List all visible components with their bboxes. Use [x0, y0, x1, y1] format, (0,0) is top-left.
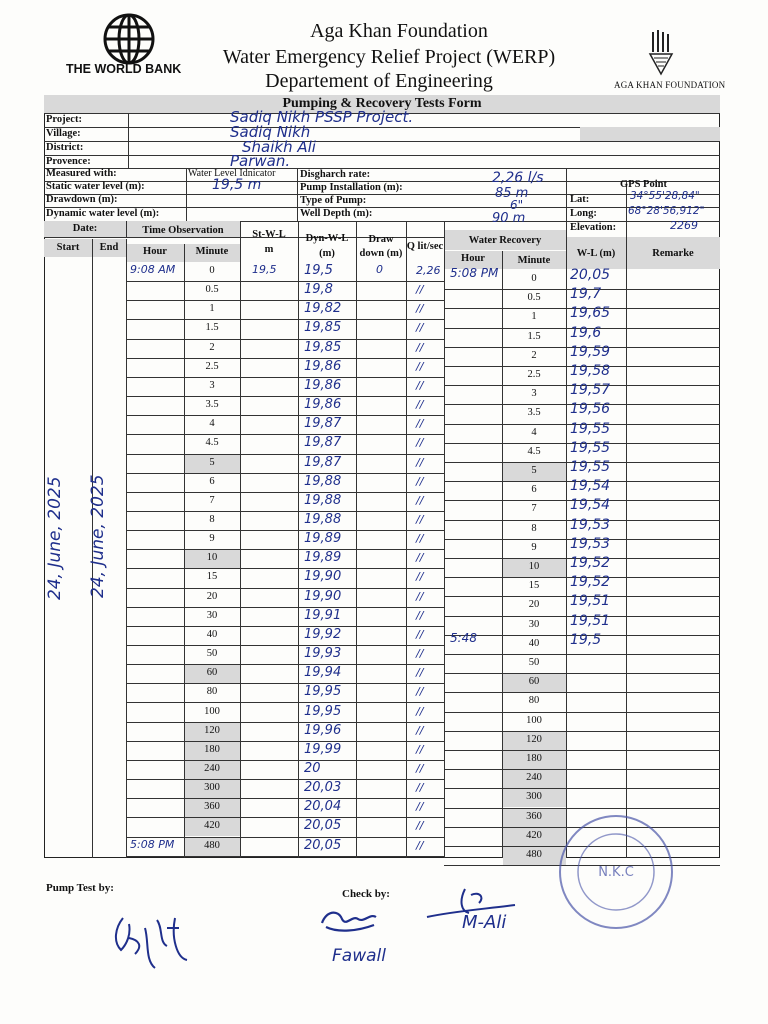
project-label: Project: [46, 114, 82, 125]
table-row-recovery-minute: 1 [531, 311, 537, 323]
wl-header: W-L (m) [576, 248, 616, 259]
column-divider [356, 262, 357, 858]
table-row-minute: 5 [209, 456, 215, 468]
table-row-wl: 20,05 [570, 267, 611, 283]
column-divider [444, 262, 445, 858]
table-row-recovery-minute: 2 [531, 349, 537, 361]
village-label: Village: [46, 128, 81, 139]
dynwl-unit: (m) [319, 248, 335, 259]
table-row-drawdown: 0 [376, 263, 383, 276]
table-row-q: // [416, 398, 424, 411]
table-row-q: // [416, 321, 424, 335]
column-divider [240, 262, 241, 858]
table-row-recovery-minute: 360 [526, 810, 542, 822]
gps-label: GPS Point [620, 179, 667, 190]
table-row-recovery-minute: 4.5 [527, 445, 541, 457]
row-divider [444, 769, 720, 770]
row-divider [126, 396, 444, 397]
table-row-recovery-minute: 7 [531, 503, 537, 515]
table-row-q: // [416, 283, 424, 297]
table-row-minute: 0.5 [205, 284, 219, 296]
table-row-wl: 19,54 [570, 497, 611, 514]
drawdown-label: Drawdown (m): [46, 194, 118, 205]
row-divider [126, 626, 444, 627]
table-row-minute: 8 [209, 514, 215, 525]
table-row-wl: 19,5 [570, 631, 602, 648]
table-row-q: // [416, 340, 424, 354]
static-label: Static water level (m): [46, 181, 145, 192]
table-row-q: // [416, 570, 424, 584]
row-divider [126, 300, 444, 301]
project-value: Sadiq Nikh PSSP Project. [230, 108, 414, 126]
row-divider [126, 281, 444, 282]
well-depth-label: Well Depth (m): [300, 208, 373, 219]
table-row-wl: 19,55 [570, 459, 611, 475]
table-row-recovery-minute: 100 [526, 714, 542, 726]
table-row-q: 2,26 [416, 264, 441, 277]
table-row-dynwl: 19,93 [304, 646, 342, 661]
table-row-recovery-minute: 3.5 [527, 407, 541, 419]
table-row-recovery-minute: 0.5 [527, 292, 541, 304]
table-row-q: // [416, 359, 424, 373]
table-row-recovery-minute: 50 [528, 657, 540, 668]
table-row-q: // [416, 436, 424, 450]
dynamic-label: Dynamic water level (m): [46, 208, 160, 219]
row-divider [126, 588, 444, 589]
table-row-q: // [416, 800, 424, 814]
table-row-minute: 4.5 [205, 437, 219, 449]
table-row-minute: 420 [204, 820, 220, 832]
table-row-wl: 19,65 [570, 305, 611, 322]
table-row-dynwl: 20,05 [304, 818, 342, 834]
check-signature-1 [318, 905, 382, 935]
aga-khan-label: AGA KHAN FOUNDATION [614, 80, 726, 90]
column-divider [626, 237, 627, 858]
project-title: Water Emergency Relief Project (WERP) [222, 46, 556, 68]
table-row-q: // [416, 723, 424, 737]
table-row-minute: 4 [209, 418, 215, 430]
row-divider [444, 712, 720, 713]
gray-strip [580, 127, 720, 141]
row-divider [444, 731, 720, 732]
table-row-dynwl: 20,04 [304, 799, 342, 815]
table-row-dynwl: 20,03 [304, 780, 342, 795]
column-divider [566, 237, 567, 858]
row-divider [126, 856, 444, 857]
table-row-q: // [416, 781, 424, 794]
row-divider [126, 530, 444, 531]
table-row-stwl: 19,5 [252, 263, 277, 276]
table-row-recovery-minute: 60 [528, 676, 540, 688]
row-divider [126, 511, 444, 512]
long-value: 68°28'56,912" [628, 205, 705, 217]
q-header: Q lit/sec [406, 241, 444, 252]
table-row-minute: 40 [206, 628, 218, 640]
table-row-q: // [416, 551, 424, 565]
form-title: Pumping & Recovery Tests Form [282, 96, 482, 111]
table-row-dynwl: 20,05 [304, 837, 342, 853]
world-bank-label: THE WORLD BANK [66, 62, 182, 76]
table-row-minute: 9 [209, 533, 215, 545]
row-divider [126, 377, 444, 378]
start-header: Start [56, 242, 80, 253]
row-divider [126, 664, 444, 665]
long-label: Long: [570, 208, 597, 219]
table-row-q: // [416, 417, 424, 431]
table-row-dynwl: 19,90 [304, 569, 342, 585]
table-row-dynwl: 19,87 [304, 435, 342, 451]
drawdown-header: down (m) [359, 248, 403, 259]
table-row-minute: 30 [206, 609, 218, 621]
table-row-wl: 19,54 [570, 478, 611, 495]
table-row-recovery-minute: 2.5 [527, 369, 541, 380]
lat-label: Lat: [570, 194, 590, 205]
table-row-dynwl: 19,89 [304, 550, 342, 566]
table-row-minute: 60 [206, 667, 218, 679]
row-divider [126, 683, 444, 684]
row-divider [444, 750, 720, 751]
elevation-label: Elevation: [570, 222, 617, 233]
table-row-minute: 480 [204, 839, 220, 851]
table-row-recovery-minute: 420 [526, 829, 542, 841]
nkc-stamp-icon [556, 812, 676, 932]
table-row-q: // [416, 704, 424, 718]
table-row-minute: 1.5 [205, 322, 219, 334]
table-row-wl: 19,52 [570, 574, 611, 591]
table-row-dynwl: 19,96 [304, 722, 342, 738]
table-row-q: // [416, 493, 424, 507]
table-row-dynwl: 19,88 [304, 473, 342, 489]
table-row-dynwl: 19,86 [304, 397, 342, 412]
table-row-wl: 19,51 [570, 612, 611, 629]
table-row-recovery-minute: 40 [528, 637, 540, 649]
hour-header: Hour [143, 246, 167, 257]
table-row-dynwl: 19,89 [304, 531, 342, 547]
table-row-hour: 5:08 PM [130, 837, 175, 851]
row-divider [126, 492, 444, 493]
table-row-wl: 19,6 [570, 324, 602, 341]
end-date: 24, June, 2025 [88, 474, 108, 598]
table-row-dynwl: 19,86 [304, 377, 342, 393]
row-divider [126, 779, 444, 780]
table-row-recovery-minute: 3 [531, 388, 537, 400]
table-row-minute: 6 [209, 475, 215, 487]
table-row-dynwl: 19,5 [304, 263, 333, 278]
table-row-dynwl: 19,87 [304, 416, 342, 432]
table-row-q: // [416, 608, 424, 622]
table-row-dynwl: 19,95 [304, 684, 342, 700]
pump-installation-label: Pump Installation (m): [300, 182, 403, 193]
row-divider [444, 654, 720, 655]
row-divider [126, 549, 444, 550]
row-divider [126, 339, 444, 340]
province-value: Parwan. [230, 152, 291, 170]
pump-installation-value: 85 m [495, 186, 529, 201]
row-divider [126, 645, 444, 646]
table-row-minute: 3.5 [205, 399, 219, 410]
table-row-recovery-minute: 480 [526, 849, 542, 860]
check-signature-name-1: Fawall [332, 946, 386, 966]
table-row-q: // [416, 513, 424, 526]
table-row-minute: 1 [209, 303, 215, 315]
table-row-minute: 100 [204, 705, 220, 717]
water-recovery-header: Water Recovery [468, 235, 542, 246]
table-row-minute: 10 [206, 552, 218, 564]
aga-khan-logo-icon [648, 30, 674, 76]
table-row-q: // [416, 685, 424, 699]
table-row-recovery-minute: 6 [531, 484, 537, 496]
table-row-hour: 9:08 AM [130, 263, 176, 276]
row-divider [126, 817, 444, 818]
table-row-recovery-minute: 30 [528, 618, 540, 630]
row-divider [126, 741, 444, 742]
table-row-minute: 2 [209, 341, 215, 353]
column-divider [406, 262, 407, 858]
recovery-hour-header: Hour [461, 253, 485, 264]
table-row-minute: 80 [206, 686, 218, 698]
time-observation-header: Time Observation [142, 225, 224, 236]
table-row-wl: 19,52 [570, 555, 611, 571]
table-row-recovery-minute: 180 [526, 753, 542, 764]
table-row-recovery-minute: 15 [528, 580, 540, 592]
table-row-minute: 15 [206, 571, 218, 583]
table-row-minute: 180 [204, 743, 220, 755]
end-header: End [99, 242, 119, 253]
table-row-minute: 360 [204, 801, 220, 813]
table-row-recovery-hour: 5:48 [450, 630, 477, 645]
table-row-dynwl: 19,92 [304, 626, 342, 642]
table-row-dynwl: 19,8 [304, 282, 333, 298]
district-label: District: [46, 142, 84, 153]
date-header: Date: [72, 223, 98, 234]
table-row-minute: 3 [209, 379, 215, 391]
lat-value: 34°55'28,84" [630, 190, 700, 202]
table-row-wl: 19,55 [570, 420, 611, 437]
well-depth-value: 90 m [492, 211, 526, 226]
table-row-q: // [416, 532, 424, 546]
table-row-q: // [416, 742, 424, 756]
org-title: Aga Khan Foundation [310, 20, 488, 42]
stwl-unit: m [264, 244, 274, 255]
department-title: Departement of Engineering [265, 70, 493, 92]
table-row-dynwl: 19,86 [304, 358, 342, 374]
table-row-q: // [416, 378, 424, 392]
table-row-q: // [416, 819, 424, 833]
measured-label: Measured with: [46, 168, 117, 179]
table-row-recovery-minute: 9 [531, 541, 537, 553]
table-row-recovery-minute: 80 [528, 695, 540, 707]
pump-type-value: 6" [510, 198, 524, 212]
table-row-minute: 20 [206, 590, 218, 602]
table-row-wl: 19,56 [570, 401, 611, 418]
district-value: Shaikh Ali [242, 138, 316, 156]
table-row-dynwl: 19,88 [304, 492, 342, 508]
table-row-wl: 19,53 [570, 516, 611, 533]
table-row-dynwl: 19,88 [304, 511, 342, 527]
table-row-q: // [416, 302, 424, 316]
table-row-minute: 240 [204, 762, 220, 774]
discharge-value: 2,26 l/s [492, 170, 544, 186]
table-row-dynwl: 19,94 [304, 665, 342, 681]
table-row-dynwl: 19,85 [304, 320, 342, 336]
minute-header: Minute [195, 246, 229, 257]
remark-header: Remarke [652, 248, 694, 259]
table-row-recovery-minute: 120 [526, 733, 542, 745]
row-divider [126, 454, 444, 455]
table-row-dynwl: 19,85 [304, 339, 342, 355]
table-row-q: // [416, 838, 424, 852]
row-divider [444, 673, 720, 674]
table-row-recovery-minute: 240 [526, 772, 542, 784]
table-row-minute: 7 [209, 494, 215, 506]
table-row-wl: 19,53 [570, 535, 611, 552]
table-row-q: // [416, 589, 424, 603]
table-row-minute: 50 [206, 648, 218, 659]
table-row-recovery-minute: 1.5 [527, 330, 541, 342]
dynwl-header: Dyn-W-L [305, 233, 349, 244]
row-divider [126, 358, 444, 359]
pump-type-label: Type of Pump: [300, 195, 367, 206]
draw-header: Draw [368, 234, 394, 245]
table-row-q: // [416, 666, 424, 680]
row-divider [126, 760, 444, 761]
row-divider [126, 568, 444, 569]
recovery-minute-header: Minute [517, 255, 551, 266]
table-row-dynwl: 19,95 [304, 703, 342, 719]
table-row-q: // [416, 627, 424, 641]
row-divider [126, 415, 444, 416]
table-row-dynwl: 19,87 [304, 454, 342, 470]
row-divider [126, 702, 444, 703]
svg-text:N.K.C: N.K.C [598, 865, 634, 880]
stwl-header: St-W-L [252, 229, 286, 240]
table-row-wl: 19,57 [570, 382, 611, 399]
pump-test-by-label: Pump Test by: [46, 882, 114, 894]
row-divider [126, 319, 444, 320]
table-row-recovery-minute: 300 [526, 791, 542, 803]
table-row-q: // [416, 474, 424, 488]
start-date: 24, June, 2025 [45, 476, 65, 600]
table-row-q: // [416, 761, 424, 775]
table-row-q: // [416, 647, 424, 660]
table-row-recovery-minute: 5 [531, 465, 537, 476]
table-row-minute: 300 [204, 782, 220, 793]
row-divider [126, 607, 444, 608]
elevation-value: 2269 [670, 219, 698, 232]
table-row-dynwl: 19,82 [304, 301, 342, 317]
village-value: Sadiq Nikh [230, 123, 311, 141]
table-row-wl: 19,51 [570, 593, 611, 610]
row-divider [444, 692, 720, 693]
table-row-dynwl: 19,90 [304, 588, 342, 604]
table-row-q: // [416, 455, 424, 469]
row-divider [126, 798, 444, 799]
table-row-wl: 19,58 [570, 363, 611, 379]
row-divider [126, 473, 444, 474]
table-row-recovery-minute: 4 [531, 426, 537, 438]
table-row-dynwl: 19,91 [304, 607, 342, 623]
row-divider [126, 434, 444, 435]
table-row-dynwl: 20 [304, 760, 321, 776]
table-row-recovery-minute: 10 [528, 561, 540, 572]
table-row-recovery-minute: 8 [531, 522, 537, 534]
check-by-label: Check by: [342, 888, 390, 900]
column-divider [298, 262, 299, 858]
table-row-recovery-minute: 20 [528, 599, 540, 611]
table-row-minute: 2.5 [205, 360, 219, 372]
table-row-recovery-hour: 5:08 PM [450, 266, 499, 280]
province-label: Provence: [46, 156, 91, 167]
discharge-label: Disgharch rate: [300, 169, 371, 180]
row-divider [126, 722, 444, 723]
table-row-minute: 0 [209, 265, 215, 276]
row-divider [444, 808, 720, 809]
table-row-minute: 120 [204, 724, 220, 736]
static-value: 19,5 m [212, 177, 262, 193]
table-row-wl: 19,55 [570, 439, 611, 456]
check-signature-name-2: M-Ali [462, 912, 507, 933]
row-divider [444, 788, 720, 789]
table-row-recovery-minute: 0 [531, 273, 537, 284]
measured-value: Water Level Idnicator [188, 168, 276, 179]
table-row-wl: 19,59 [570, 343, 611, 360]
table-row-wl: 19,7 [570, 286, 602, 303]
pump-test-signature [105, 898, 195, 978]
table-row-dynwl: 19,99 [304, 741, 342, 757]
